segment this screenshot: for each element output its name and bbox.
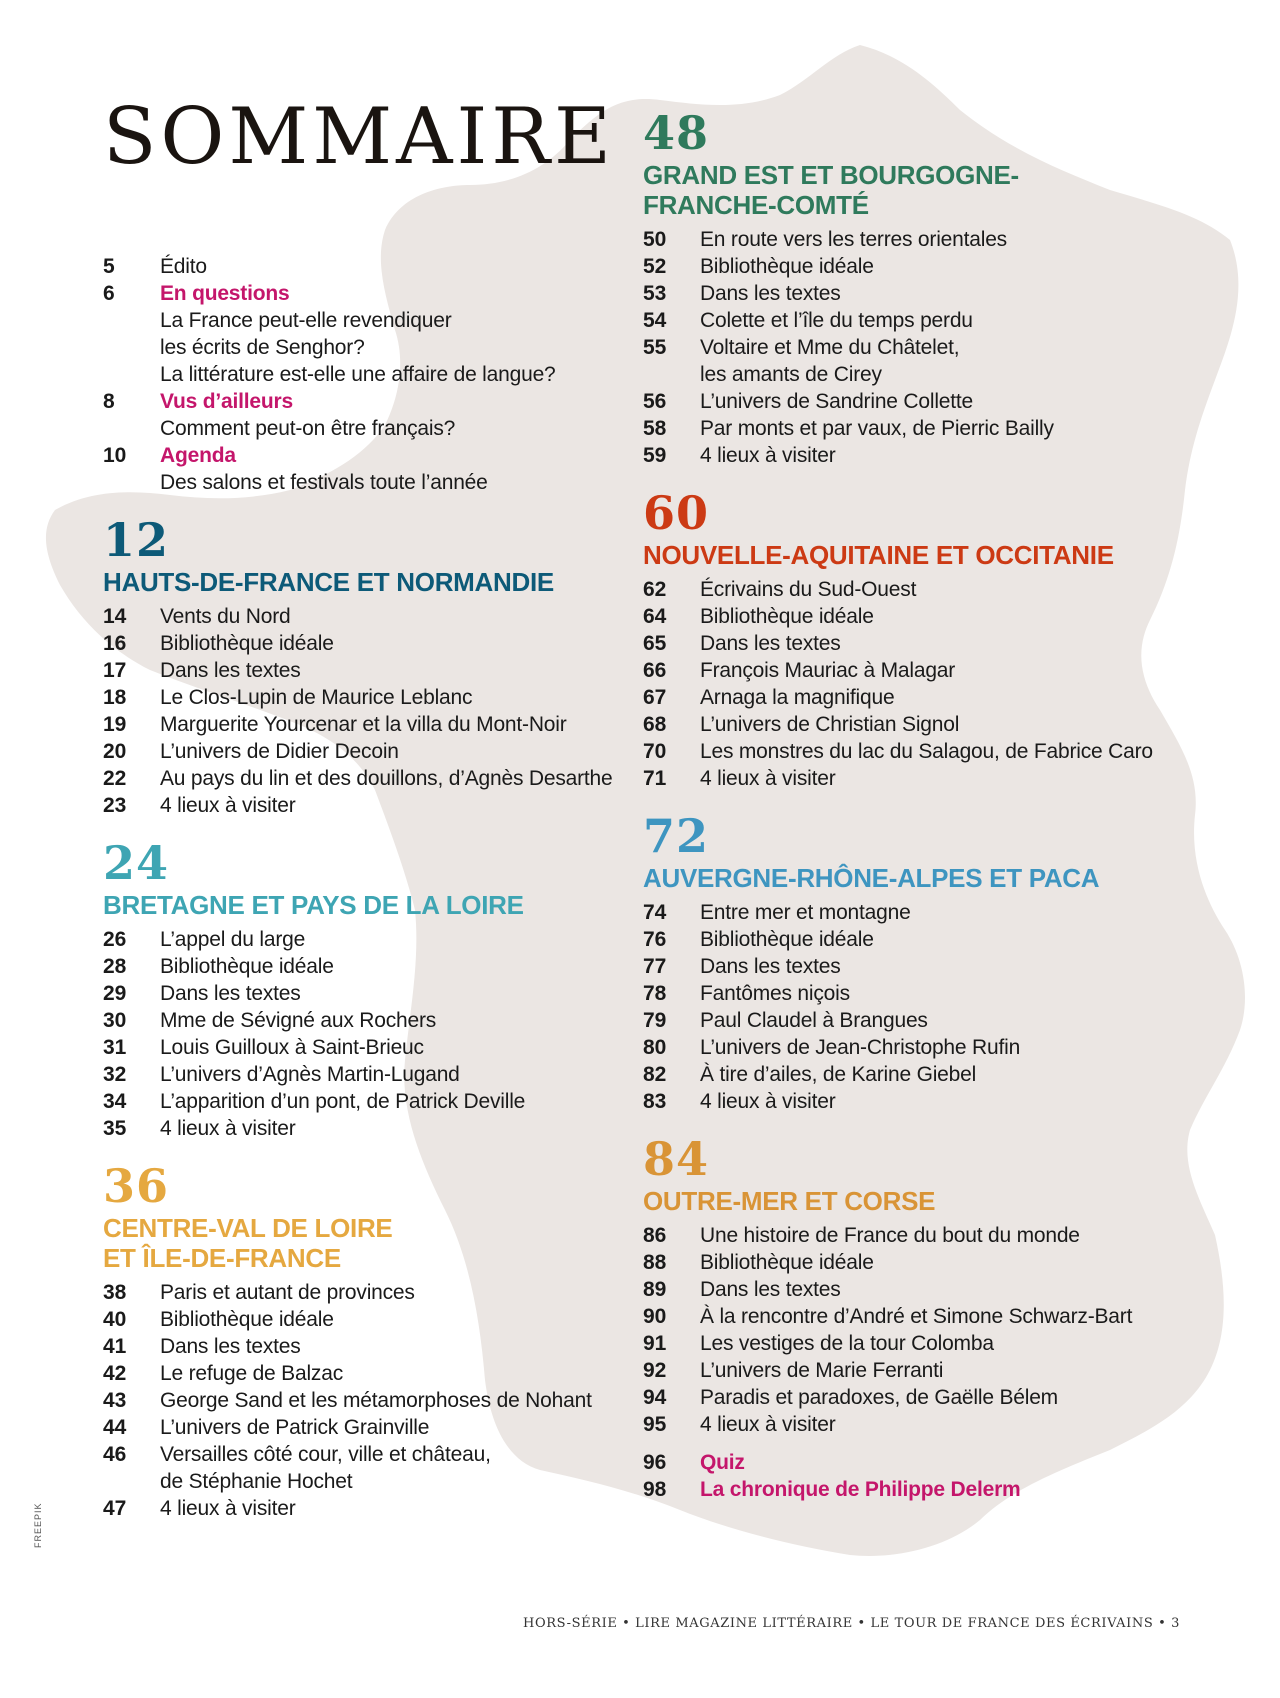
entry-title: 4 lieux à visiter <box>160 1497 296 1520</box>
page-number: 77 <box>643 955 667 978</box>
section-page-number: 72 <box>643 809 710 863</box>
toc-entry <box>103 1387 623 1414</box>
entry-title: Entre mer et montagne <box>700 901 911 924</box>
toc-entry <box>643 1249 1263 1276</box>
page-number: 53 <box>643 282 667 305</box>
page-number: 98 <box>643 1478 667 1501</box>
entry-title: En questions <box>160 282 290 305</box>
page-number: 80 <box>643 1036 667 1059</box>
section-page-number: 48 <box>643 106 710 160</box>
toc-entry <box>643 1276 1263 1303</box>
toc-section <box>103 836 623 1142</box>
page-number: 22 <box>103 767 127 790</box>
page-number: 40 <box>103 1308 127 1331</box>
toc-entry <box>103 711 623 738</box>
page-number: 78 <box>643 982 667 1005</box>
page-number: 55 <box>643 336 667 359</box>
section-title: OUTRE-MER ET CORSE <box>643 1186 936 1216</box>
page-number: 43 <box>103 1389 127 1412</box>
toc-entry <box>643 1330 1263 1357</box>
page-number: 5 <box>103 255 115 278</box>
page-number: 89 <box>643 1278 667 1301</box>
entry-title: La chronique de Philippe Delerm <box>700 1478 1021 1501</box>
page-number: 83 <box>643 1090 667 1113</box>
page-number: 58 <box>643 417 667 440</box>
page-number: 56 <box>643 390 667 413</box>
page-number: 86 <box>643 1224 667 1247</box>
entry-title: L’univers de Christian Signol <box>700 713 960 736</box>
toc-entry <box>103 953 623 980</box>
toc-entry <box>103 603 623 630</box>
toc-entry <box>643 1411 1263 1438</box>
entry-title: Les monstres du lac du Salagou, de Fabrice Caro <box>700 740 1153 763</box>
entry-title: Fantômes niçois <box>700 982 850 1005</box>
right-sections <box>643 106 1263 1503</box>
toc-entry <box>103 469 623 496</box>
page-number: 8 <box>103 390 115 413</box>
section-title: HAUTS-DE-FRANCE ET NORMANDIE <box>103 567 554 597</box>
section-page-number: 24 <box>103 836 170 890</box>
entry-title: Des salons et festivals toute l’année <box>160 471 488 494</box>
entry-title: 4 lieux à visiter <box>700 444 836 467</box>
toc-entry <box>103 388 623 415</box>
toc-entry <box>103 926 623 953</box>
toc-entry <box>103 1360 623 1387</box>
page-number: 76 <box>643 928 667 951</box>
entry-title: Bibliothèque idéale <box>700 255 874 278</box>
section-title: GRAND EST ET BOURGOGNE- FRANCHE-COMTÉ <box>643 160 1019 220</box>
toc-entry <box>643 630 1263 657</box>
toc-entry <box>643 1061 1263 1088</box>
entry-title: Dans les textes <box>700 282 841 305</box>
page-number: 66 <box>643 659 667 682</box>
toc-section <box>643 1132 1263 1503</box>
entry-title: L’univers de Marie Ferranti <box>700 1359 944 1382</box>
page-number: 96 <box>643 1451 667 1474</box>
toc-entry <box>103 1306 623 1333</box>
toc-entry <box>643 388 1263 415</box>
entry-title: L’univers d’Agnès Martin-Lugand <box>160 1063 460 1086</box>
page-number: 14 <box>103 605 127 628</box>
page-number: 23 <box>103 794 127 817</box>
page-number: 95 <box>643 1413 667 1436</box>
page-number: 74 <box>643 901 667 924</box>
page-title: SOMMAIRE <box>103 92 615 182</box>
entry-title: Bibliothèque idéale <box>160 632 334 655</box>
page-number: 92 <box>643 1359 667 1382</box>
page-number: 47 <box>103 1497 127 1520</box>
toc-entry <box>643 1034 1263 1061</box>
entry-title: Arnaga la magnifique <box>700 686 895 709</box>
entry-title: Dans les textes <box>700 632 841 655</box>
page-number: 46 <box>103 1443 127 1466</box>
entry-title: 4 lieux à visiter <box>700 767 836 790</box>
section-page-number: 12 <box>103 513 170 567</box>
section-page-number: 60 <box>643 486 710 540</box>
page-number: 65 <box>643 632 667 655</box>
page-number: 41 <box>103 1335 127 1358</box>
entry-title: La France peut-elle revendiquer les écrits de Senghor? La littérature est-elle une affaire de langue? <box>160 309 556 386</box>
entry-title: L’univers de Patrick Grainville <box>160 1416 430 1439</box>
page-number: 62 <box>643 578 667 601</box>
toc-section <box>643 106 1263 469</box>
page-number: 29 <box>103 982 127 1005</box>
photo-credit: FREEPIK <box>33 1502 43 1548</box>
page-number: 18 <box>103 686 127 709</box>
toc-section <box>643 809 1263 1115</box>
toc-entry <box>103 1007 623 1034</box>
toc-entry <box>643 684 1263 711</box>
toc-entry <box>103 1333 623 1360</box>
entry-title: Bibliothèque idéale <box>160 1308 334 1331</box>
page-number: 35 <box>103 1117 127 1140</box>
toc-section <box>103 1159 623 1522</box>
page-number: 82 <box>643 1063 667 1086</box>
left-sections <box>103 513 623 1522</box>
entry-title: Voltaire et Mme du Châtelet, les amants de Cirey <box>700 336 960 386</box>
page-number: 68 <box>643 713 667 736</box>
entry-title: Agenda <box>160 444 236 467</box>
page-number: 16 <box>103 632 127 655</box>
page-number: 94 <box>643 1386 667 1409</box>
entry-title: 4 lieux à visiter <box>160 794 296 817</box>
page-number: 90 <box>643 1305 667 1328</box>
entry-title: Paul Claudel à Brangues <box>700 1009 928 1032</box>
toc-entry <box>643 1222 1263 1249</box>
page-number <box>103 307 160 388</box>
page-number: 44 <box>103 1416 127 1439</box>
entry-title: Au pays du lin et des douillons, d’Agnès Desarthe <box>160 767 613 790</box>
toc-entry <box>103 765 623 792</box>
section-page-number: 84 <box>643 1132 710 1186</box>
toc-entry <box>643 657 1263 684</box>
entry-title: En route vers les terres orientales <box>700 228 1007 251</box>
page-number: 30 <box>103 1009 127 1032</box>
page-number: 52 <box>643 255 667 278</box>
entry-title: Vents du Nord <box>160 605 291 628</box>
toc-entry <box>643 603 1263 630</box>
entry-title: Bibliothèque idéale <box>700 605 874 628</box>
entry-title: Bibliothèque idéale <box>700 928 874 951</box>
page-footer: HORS-SÉRIE • LIRE MAGAZINE LITTÉRAIRE • LE TOUR DE FRANCE DES ÉCRIVAINS • 3 <box>523 1616 1180 1631</box>
page-number: 31 <box>103 1036 127 1059</box>
toc-entry <box>643 926 1263 953</box>
entry-title: Édito <box>160 255 207 278</box>
toc-entry <box>643 899 1263 926</box>
toc-entry <box>103 415 623 442</box>
entry-title: 4 lieux à visiter <box>160 1117 296 1140</box>
section-title: AUVERGNE-RHÔNE-ALPES ET PACA <box>643 863 1100 893</box>
entry-title: Louis Guilloux à Saint-Brieuc <box>160 1036 424 1059</box>
toc-entry <box>643 1449 1263 1476</box>
entry-title: L’appel du large <box>160 928 306 951</box>
toc-entry <box>103 442 623 469</box>
toc-entry <box>643 253 1263 280</box>
toc-entry <box>643 980 1263 1007</box>
toc-section <box>103 513 623 819</box>
toc-entry <box>643 334 1263 388</box>
section-page-number: 36 <box>103 1159 170 1213</box>
entry-title: Le Clos-Lupin de Maurice Leblanc <box>160 686 473 709</box>
entry-title: Dans les textes <box>700 955 841 978</box>
toc-entry <box>103 253 623 280</box>
toc-entry <box>643 765 1263 792</box>
left-column <box>103 253 623 1522</box>
page-number: 50 <box>643 228 667 251</box>
entry-title: Dans les textes <box>160 659 301 682</box>
entry-title: Une histoire de France du bout du monde <box>700 1224 1080 1247</box>
toc-entry <box>103 280 623 307</box>
entry-title: Écrivains du Sud-Ouest <box>700 578 917 601</box>
entry-title: Mme de Sévigné aux Rochers <box>160 1009 437 1032</box>
toc-entry <box>643 738 1263 765</box>
toc-entry <box>103 1115 623 1142</box>
page-number <box>103 415 160 442</box>
toc-entry <box>643 1476 1263 1503</box>
page-number <box>103 469 160 496</box>
toc-entry <box>643 1007 1263 1034</box>
entry-title: 4 lieux à visiter <box>700 1090 836 1113</box>
toc-entry <box>103 1034 623 1061</box>
entry-title: Paris et autant de provinces <box>160 1281 415 1304</box>
entry-title: Colette et l’île du temps perdu <box>700 309 973 332</box>
page-number: 70 <box>643 740 667 763</box>
page-number: 10 <box>103 444 127 467</box>
section-title: NOUVELLE-AQUITAINE ET OCCITANIE <box>643 540 1114 570</box>
section-title: CENTRE-VAL DE LOIRE ET ÎLE-DE-FRANCE <box>103 1213 393 1273</box>
entry-title: Dans les textes <box>160 1335 301 1358</box>
toc-section <box>643 486 1263 792</box>
toc-entry <box>103 1495 623 1522</box>
toc-entry <box>103 1088 623 1115</box>
toc-entry <box>643 1384 1263 1411</box>
entry-title: À tire d’ailes, de Karine Giebel <box>700 1063 977 1086</box>
toc-entry <box>643 953 1263 980</box>
entry-title: Versailles côté cour, ville et château, de Stéphanie Hochet <box>160 1443 491 1493</box>
entry-title: L’univers de Didier Decoin <box>160 740 399 763</box>
entry-title: L’univers de Sandrine Collette <box>700 390 974 413</box>
page-number: 17 <box>103 659 127 682</box>
toc-entry <box>103 738 623 765</box>
page-number: 79 <box>643 1009 667 1032</box>
intro-list <box>103 253 623 496</box>
toc-entry <box>643 226 1263 253</box>
page-number: 26 <box>103 928 127 951</box>
entry-title: Bibliothèque idéale <box>700 1251 874 1274</box>
entry-title: L’apparition d’un pont, de Patrick Deville <box>160 1090 526 1113</box>
entry-title: Paradis et paradoxes, de Gaëlle Bélem <box>700 1386 1058 1409</box>
entry-title: Par monts et par vaux, de Pierric Bailly <box>700 417 1054 440</box>
toc-entry <box>643 1303 1263 1330</box>
toc-entry <box>103 792 623 819</box>
toc-entry <box>103 684 623 711</box>
toc-entry <box>643 307 1263 334</box>
page-number: 19 <box>103 713 127 736</box>
entry-title: 4 lieux à visiter <box>700 1413 836 1436</box>
page-number: 91 <box>643 1332 667 1355</box>
entry-title: Comment peut-on être français? <box>160 417 456 440</box>
entry-title: Les vestiges de la tour Colomba <box>700 1332 994 1355</box>
entry-title: Dans les textes <box>160 982 301 1005</box>
page-number: 71 <box>643 767 667 790</box>
toc-entry <box>103 1061 623 1088</box>
page-number: 88 <box>643 1251 667 1274</box>
entry-title: Quiz <box>700 1451 745 1474</box>
page-number: 34 <box>103 1090 127 1113</box>
toc-entry <box>643 1357 1263 1384</box>
entry-title: Dans les textes <box>700 1278 841 1301</box>
toc-entry <box>643 1088 1263 1115</box>
toc-entry <box>643 442 1263 469</box>
page-number: 42 <box>103 1362 127 1385</box>
entry-title: Bibliothèque idéale <box>160 955 334 978</box>
toc-entry <box>103 1279 623 1306</box>
toc-entry <box>103 657 623 684</box>
toc-entry <box>103 1441 623 1495</box>
entry-title: Le refuge de Balzac <box>160 1362 343 1385</box>
entry-title: L’univers de Jean-Christophe Rufin <box>700 1036 1021 1059</box>
entry-title: Vus d’ailleurs <box>160 390 293 413</box>
page-number: 20 <box>103 740 127 763</box>
page-number: 64 <box>643 605 667 628</box>
page-number: 59 <box>643 444 667 467</box>
toc-entry <box>103 307 623 388</box>
toc-entry <box>643 280 1263 307</box>
page-number: 32 <box>103 1063 127 1086</box>
entry-title: Marguerite Yourcenar et la villa du Mont-Noir <box>160 713 567 736</box>
toc-entry <box>103 1414 623 1441</box>
toc-entry <box>643 415 1263 442</box>
page-number: 6 <box>103 282 115 305</box>
section-title: BRETAGNE ET PAYS DE LA LOIRE <box>103 890 524 920</box>
page-number: 54 <box>643 309 667 332</box>
toc-entry <box>103 630 623 657</box>
toc-entry <box>643 711 1263 738</box>
toc-entry <box>103 980 623 1007</box>
entry-title: George Sand et les métamorphoses de Nohant <box>160 1389 592 1412</box>
entry-title: François Mauriac à Malagar <box>700 659 956 682</box>
page-number: 38 <box>103 1281 127 1304</box>
page-number: 28 <box>103 955 127 978</box>
entry-title: À la rencontre d’André et Simone Schwarz-Bart <box>700 1305 1133 1328</box>
page-number: 67 <box>643 686 667 709</box>
list-spacer <box>643 1438 1263 1449</box>
toc-entry <box>643 576 1263 603</box>
right-column <box>643 106 1263 1503</box>
